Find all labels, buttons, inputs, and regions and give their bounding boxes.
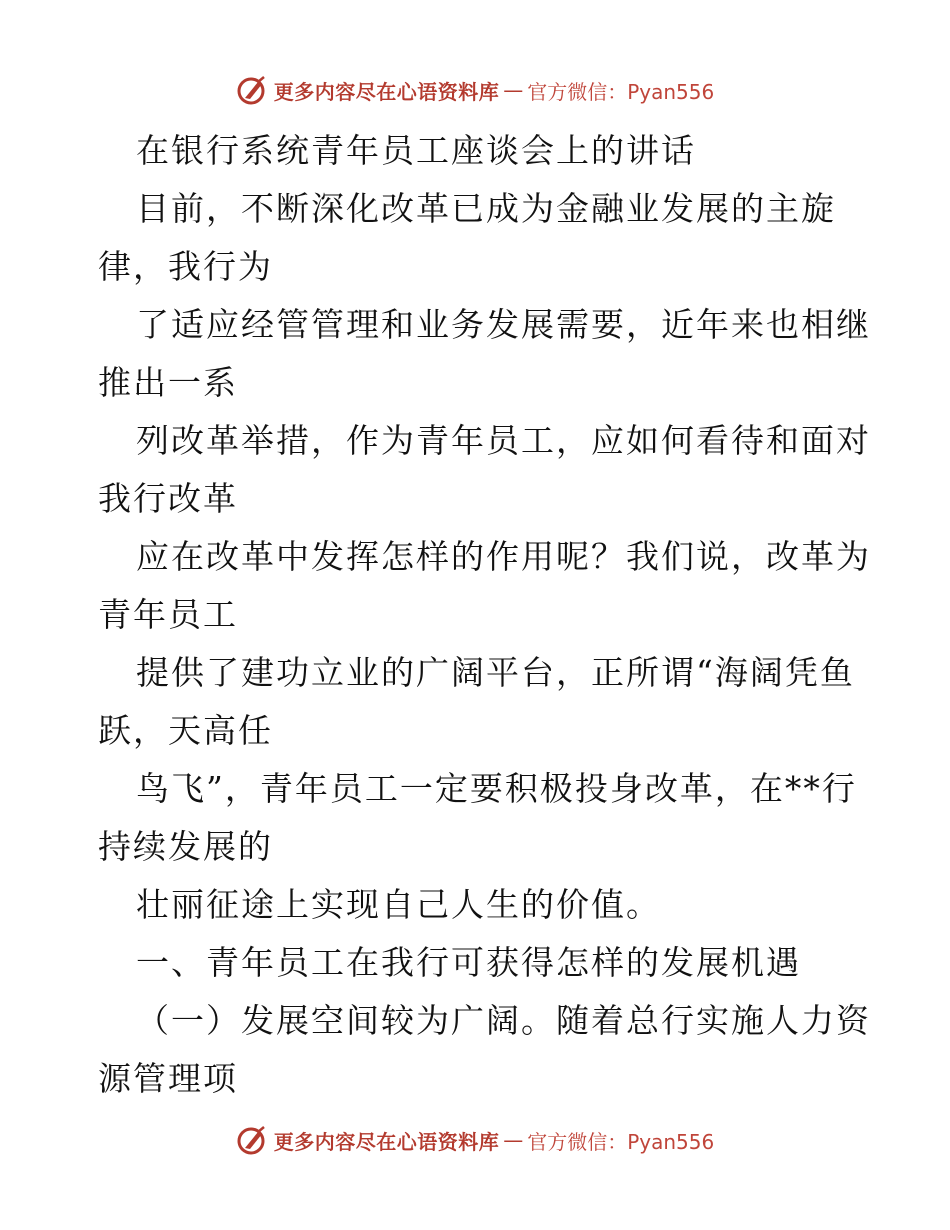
banner-wechat: 官方微信：Pyan556: [527, 1129, 715, 1154]
banner-separator: —: [503, 1128, 524, 1152]
doc-line: 壮丽征途上实现自己人生的价值。: [136, 885, 661, 924]
doc-line: 鸟飞”，青年员工一定要积极投身改革，在**行: [136, 769, 857, 808]
doc-line: 源管理项: [98, 1059, 238, 1098]
header-banner: [0, 70, 950, 110]
doc-line: 跃，天高任: [98, 711, 273, 750]
banner-text: 更多内容尽在心语资料库: [273, 79, 500, 104]
banner-text: 更多内容尽在心语资料库: [273, 1129, 500, 1154]
doc-line: 青年员工: [98, 595, 238, 634]
footer-banner: [0, 1120, 950, 1160]
doc-line: 了适应经管管理和业务发展需要，近年来也相继: [136, 305, 871, 344]
banner-separator: —: [503, 78, 524, 102]
doc-line: 应在改革中发挥怎样的作用呢？我们说，改革为: [136, 537, 871, 576]
doc-line: 律，我行为: [98, 247, 273, 286]
doc-line: 持续发展的: [98, 827, 273, 866]
doc-line: 列改革举措，作为青年员工，应如何看待和面对: [136, 421, 871, 460]
quill-logo-icon: [236, 1124, 268, 1156]
document-body: [98, 122, 871, 1108]
banner-wechat: 官方微信：Pyan556: [527, 79, 715, 104]
doc-line: 推出一系: [98, 363, 238, 402]
doc-line: 在银行系统青年员工座谈会上的讲话: [136, 131, 696, 170]
doc-line: （一）发展空间较为广阔。随着总行实施人力资: [136, 1001, 871, 1040]
doc-line: 提供了建功立业的广阔平台，正所谓“海阔凭鱼: [136, 653, 855, 692]
doc-line: 我行改革: [98, 479, 238, 518]
doc-line: 目前，不断深化改革已成为金融业发展的主旋: [136, 189, 836, 228]
doc-line: 一、青年员工在我行可获得怎样的发展机遇: [136, 943, 801, 982]
quill-logo-icon: [236, 74, 268, 106]
